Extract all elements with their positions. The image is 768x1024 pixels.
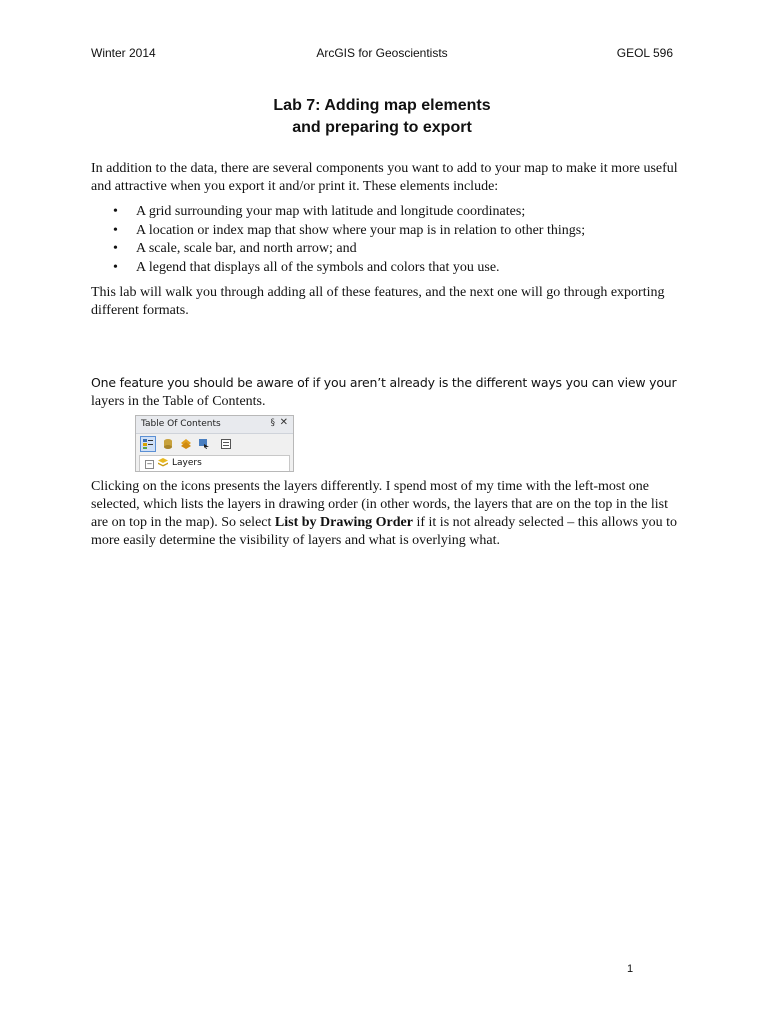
header-course-code: GEOL 596 xyxy=(616,46,673,60)
toc-layer-list xyxy=(139,455,290,471)
layers-label[interactable]: Layers xyxy=(172,458,202,468)
intro-paragraph: In addition to the data, there are several components you want to add to your map to make it more useful and attractive when you export it and/or print it. These elements include: xyxy=(91,161,678,194)
clicking-text-after: if it is not already selected – this allows you to more easily determine the visibility of layers and what is overlying what. xyxy=(91,515,677,548)
elements-list xyxy=(91,203,681,277)
lab-title-line1: Lab 7: Adding map elements xyxy=(273,97,491,114)
toc-title: Table Of Contents xyxy=(141,419,221,429)
clicking-paragraph xyxy=(91,478,681,550)
list-by-drawing-order-term: List by Drawing Order xyxy=(274,515,413,530)
feature-paragraph-line2: layers in the Table of Contents. xyxy=(91,394,266,409)
list-by-drawing-order-icon[interactable] xyxy=(140,436,156,452)
list-by-selection-icon[interactable] xyxy=(196,436,212,452)
list-item: • A location or index map that show where your map is in relation to other things; xyxy=(91,222,681,241)
header-course-title: ArcGIS for Geoscientists xyxy=(316,46,448,60)
pin-icon[interactable]: § xyxy=(270,418,275,428)
page-number: 1 xyxy=(626,963,634,975)
options-icon[interactable] xyxy=(218,436,234,452)
feature-paragraph xyxy=(91,374,681,411)
clicking-text-before: Clicking on the icons presents the layers differently. I spend most of my time with the left-most one selected, which lists the layers in drawing order (in other words, the layers that are on the top in the list are on top in the map). So select xyxy=(91,479,668,530)
toc-title-bar xyxy=(136,416,293,434)
list-by-visibility-icon[interactable] xyxy=(178,436,194,452)
lab-title xyxy=(91,95,673,139)
toc-toolbar xyxy=(140,436,290,453)
collapse-icon[interactable]: − xyxy=(146,460,153,468)
layers-icon xyxy=(157,457,169,471)
table-of-contents-window xyxy=(135,415,294,472)
close-icon[interactable]: ✕ xyxy=(279,417,288,428)
list-by-source-icon[interactable] xyxy=(160,436,176,452)
list-item: • A scale, scale bar, and north arrow; and xyxy=(91,240,681,259)
page-header xyxy=(91,46,673,62)
lab-title-line2: and preparing to export xyxy=(292,119,472,136)
walkthrough-paragraph: This lab will walk you through adding all of these features, and the next one will go through exporting different formats. xyxy=(91,285,665,318)
feature-paragraph-line1: One feature you should be aware of if you aren’t already is the different ways you can view your xyxy=(91,375,677,390)
header-term: Winter 2014 xyxy=(91,46,156,60)
list-item: • A grid surrounding your map with latitude and longitude coordinates; xyxy=(91,203,681,222)
list-item: • A legend that displays all of the symbols and colors that you use. xyxy=(91,259,681,278)
